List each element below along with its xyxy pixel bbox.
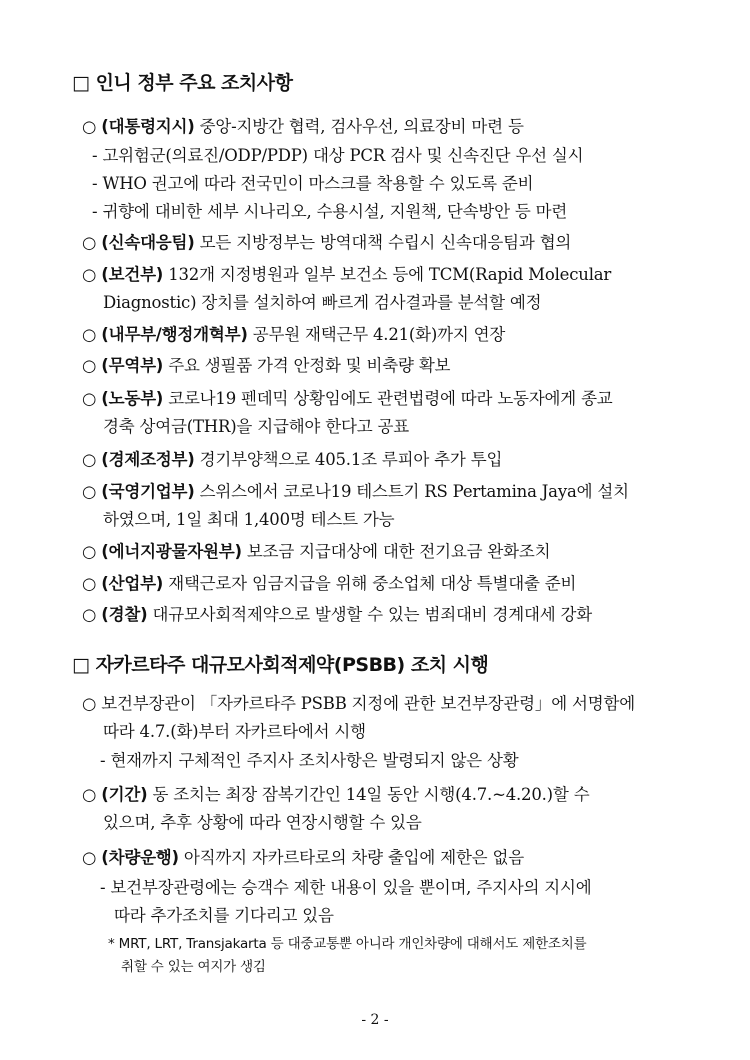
list-item: ○ (신속대응팀) 모든 지방정부는 방역대책 수립시 신속대응팀과 협의 [82,233,572,252]
list-item: ○ (경제조정부) 경기부양책으로 405.1조 루피아 추가 투입 [82,450,503,469]
list-item: - 현재까지 구체적인 주지사 조치사항은 발령되지 않은 상황 [100,751,519,770]
footnote-continuation: 취할 수 있는 여지가 생김 [121,959,266,975]
list-item: - 고위험군(의료진/ODP/PDP) 대상 PCR 검사 및 신속진단 우선 실시 [92,146,584,165]
list-item: ○ (무역부) 주요 생필품 가격 안정화 및 비축량 확보 [82,356,451,375]
list-item: ○ (산업부) 재택근로자 임금지급을 위해 중소업체 대상 특별대출 준비 [82,574,577,593]
list-item: ○ 보건부장관이 「자카르타주 PSBB 지정에 관한 보건부장관령」에 서명함에 [82,694,635,713]
list-item: ○ (국영기업부) 스위스에서 코로나19 테스트기 RS Pertamina Jaya에 설치 [82,482,629,501]
section-heading: □ 자카르타주 대규모사회적제약(PSBB) 조치 시행 [72,654,489,676]
list-item: ○ (내무부/행정개혁부) 공무원 재택근무 4.21(화)까지 연장 [82,325,506,344]
list-item-continuation: 하였으며, 1일 최대 1,400명 테스트 가능 [103,510,395,529]
list-item: - 귀향에 대비한 세부 시나리오, 수용시설, 지원책, 단속방안 등 마련 [92,202,568,221]
list-item: ○ (보건부) 132개 지정병원과 일부 보건소 등에 TCM(Rapid Molecular [82,265,612,284]
section-heading: □ 인니 정부 주요 조치사항 [72,72,293,94]
list-item-continuation: 경축 상여금(THR)을 지급해야 한다고 공표 [103,417,409,436]
list-item-continuation: 따라 4.7.(화)부터 자카르타에서 시행 [103,722,366,741]
list-item: ○ (기간) 동 조치는 최장 잠복기간인 14일 동안 시행(4.7.~4.20.)할 수 [82,785,590,804]
list-item: ○ (차량운행) 아직까지 자카르타로의 차량 출입에 제한은 없음 [82,848,524,867]
list-item-continuation: 따라 추가조치를 기다리고 있음 [114,906,334,925]
list-item: ○ (노동부) 코로나19 펜데믹 상황임에도 관련법령에 따라 노동자에게 종교 [82,389,613,408]
list-item: ○ (대통령지시) 중앙-지방간 협력, 검사우선, 의료장비 마련 등 [82,117,524,136]
list-item-continuation: 있으며, 추후 상황에 따라 연장시행할 수 있음 [103,813,422,832]
page-number: - 2 - [361,1012,389,1028]
footnote: * MRT, LRT, Transjakarta 등 대중교통뿐 아니라 개인차량에 대해서도 제한조치를 [108,936,587,952]
list-item: ○ (경찰) 대규모사회적제약으로 발생할 수 있는 범죄대비 경계대세 강화 [82,605,592,624]
list-item: ○ (에너지광물자원부) 보조금 지급대상에 대한 전기요금 완화조치 [82,542,551,561]
list-item: - WHO 권고에 따라 전국민이 마스크를 착용할 수 있도록 준비 [92,174,534,193]
list-item-continuation: Diagnostic) 장치를 설치하여 빠르게 검사결과를 분석할 예정 [103,293,542,312]
list-item: - 보건부장관령에는 승객수 제한 내용이 있을 뿐이며, 주지사의 지시에 [100,878,592,897]
